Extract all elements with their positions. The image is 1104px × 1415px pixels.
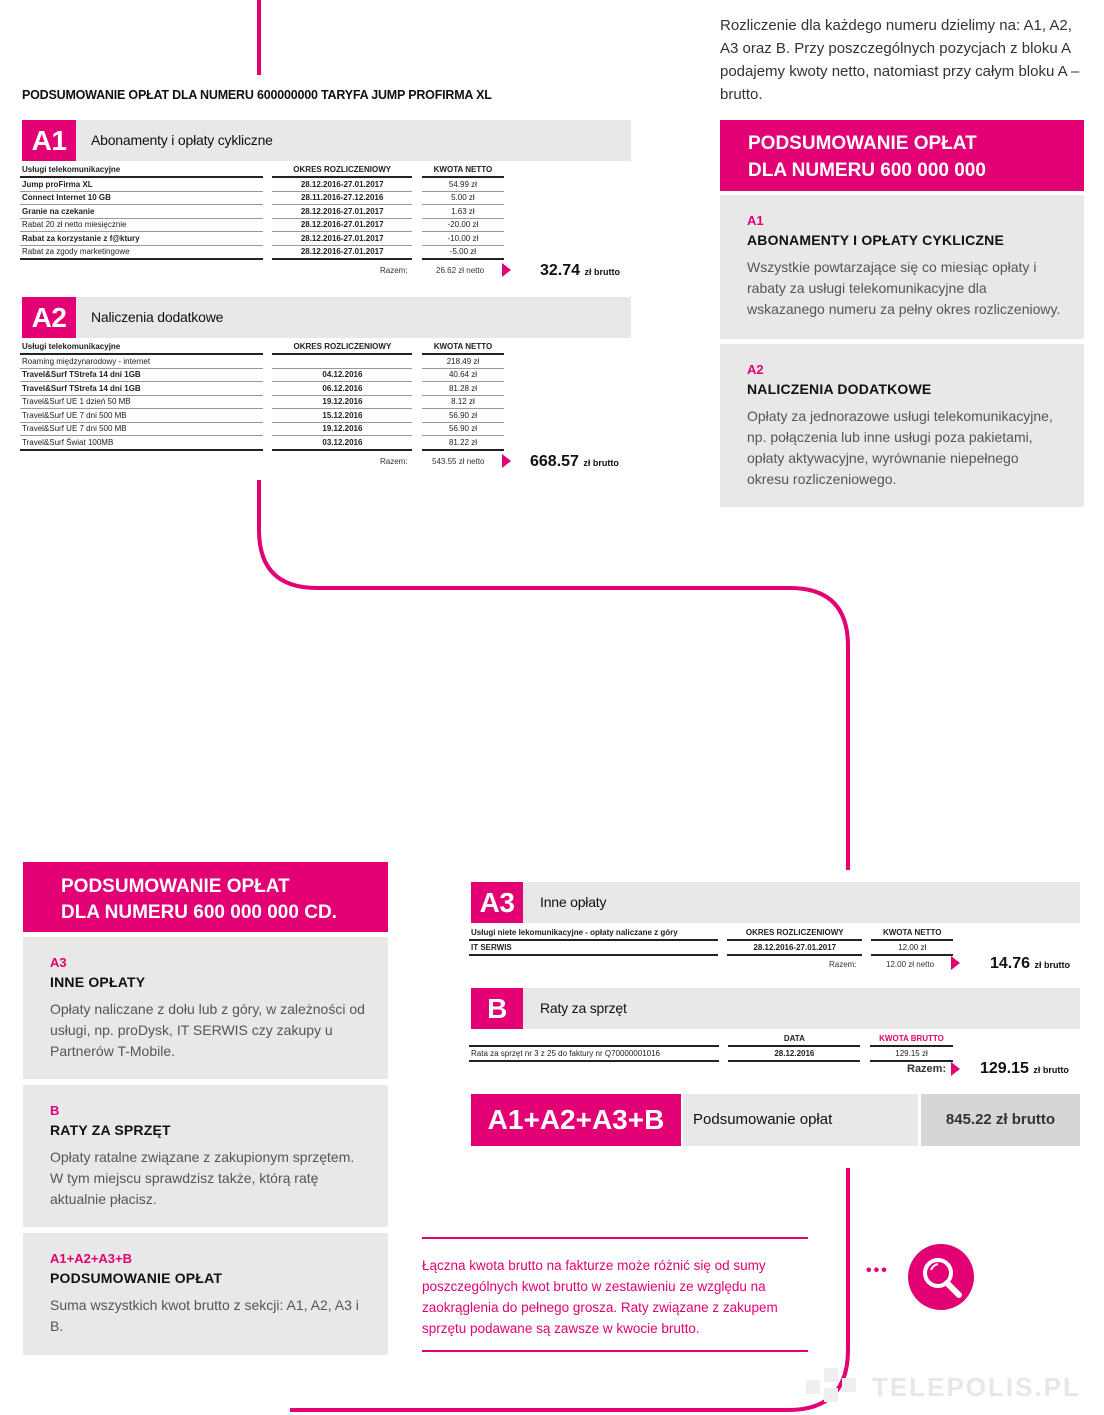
panel-bottom-item-b xyxy=(23,1085,388,1227)
col-period: DATA xyxy=(728,1031,860,1046)
table-row xyxy=(20,245,504,259)
col-service xyxy=(469,1031,719,1046)
panel-item-code: A3 xyxy=(50,955,67,970)
row-amount: 12.00 zł xyxy=(871,940,953,955)
triangle-arrow-icon xyxy=(502,454,511,468)
panel-top-header-line2: DLA NUMERU 600 000 000 xyxy=(748,160,986,181)
col-amount: KWOTA NETTO xyxy=(422,162,504,177)
panel-item-code: A1+A2+A3+B xyxy=(50,1251,133,1266)
panel-item-title: NALICZENIA DODATKOWE xyxy=(747,381,932,397)
section-a3-razem-label: Razem: xyxy=(829,960,857,969)
section-a2-gross xyxy=(530,453,619,471)
row-period: 19.12.2016 xyxy=(272,422,412,436)
table-row xyxy=(20,232,504,246)
row-period: 28.12.2016-27.01.2017 xyxy=(272,205,412,219)
note-top-rule xyxy=(422,1237,808,1239)
panel-bottom-item-a3 xyxy=(23,937,388,1079)
table-row xyxy=(20,422,504,436)
triangle-arrow-icon xyxy=(502,263,511,277)
row-service-name: Travel&Surf TStrefa 14 dni 1GB xyxy=(20,368,263,382)
table-row xyxy=(20,354,504,368)
panel-item-code: A2 xyxy=(747,362,764,377)
panel-top-header xyxy=(720,120,1084,191)
table-row xyxy=(20,177,504,191)
table-row xyxy=(20,395,504,409)
panel-item-desc: Suma wszystkich kwot brutto z sekcji: A1, A2, A3 i B. xyxy=(50,1297,359,1334)
table-row xyxy=(20,205,504,219)
section-a1-badge: A1 xyxy=(22,120,76,161)
row-period: 28.12.2016-27.01.2017 xyxy=(272,245,412,259)
row-service-name: Travel&Surf UE 7 dni 500 MB xyxy=(20,422,263,436)
panel-top-header-line1: PODSUMOWANIE OPŁAT xyxy=(748,133,977,154)
row-amount: 81.28 zł xyxy=(422,382,504,396)
panel-item-desc: Wszystkie powtarzające się co miesiąc opłaty i rabaty za usługi telekomunikacyjne dla wskazanego numeru za pełny okres rozliczeniowy. xyxy=(747,259,1061,317)
row-period: 28.12.2016 xyxy=(728,1046,860,1061)
row-period: 28.12.2016-27.01.2017 xyxy=(727,940,862,955)
panel-item-title: ABONAMENTY I OPŁATY CYKLICZNE xyxy=(747,232,1005,248)
row-service-name: Travel&Surf UE 7 dni 500 MB xyxy=(20,409,263,423)
watermark-logo-icon xyxy=(806,1362,858,1410)
panel-top-item-a2 xyxy=(720,344,1084,507)
panel-top-item-a1 xyxy=(720,195,1084,339)
row-service-name: Rabat za korzystanie z f@ktury xyxy=(20,232,263,246)
row-service-name: Rabat 20 zł netto miesięcznie xyxy=(20,218,263,232)
section-a3-badge: A3 xyxy=(471,882,523,923)
row-amount: 1.63 zł xyxy=(422,205,504,219)
section-a1-header xyxy=(22,120,631,161)
panel-item-code: B xyxy=(50,1103,60,1118)
row-period: 15.12.2016 xyxy=(272,409,412,423)
row-amount: 218.49 zł xyxy=(422,354,504,368)
col-service: Usługi niete lekomunikacyjne - opłaty naliczane z góry xyxy=(469,925,718,940)
col-period: OKRES ROZLICZENIOWY xyxy=(272,339,412,354)
section-b-razem-label: Razem: xyxy=(907,1063,947,1075)
section-a3-header xyxy=(471,882,1080,923)
section-a1-title: Abonamenty i opłaty cykliczne xyxy=(91,132,273,148)
intro-text: Rozliczenie dla każdego numeru dzielimy na: A1, A2, A3 oraz B. Przy poszczególnych pozycjach z bloku A podajemy kwoty netto, natomiast przy całym bloku A – brutto. xyxy=(720,17,1080,103)
row-period: 06.12.2016 xyxy=(272,382,412,396)
row-period: 03.12.2016 xyxy=(272,436,412,450)
table-row xyxy=(469,940,953,955)
row-service-name: Rabat za zgody marketingowe xyxy=(20,245,263,259)
row-service-name: Rata za sprzęt nr 3 z 25 do faktury nr Q70000001016 xyxy=(469,1046,719,1061)
section-b-badge: B xyxy=(471,988,523,1029)
panel-bottom-item-summary xyxy=(23,1233,388,1355)
table-row xyxy=(20,218,504,232)
section-a3-gross-unit: zł brutto xyxy=(1034,960,1070,970)
section-a1-razem-net: 26.62 zł netto xyxy=(436,266,485,275)
row-amount: 129.15 zł xyxy=(870,1046,953,1061)
row-amount: 40.64 zł xyxy=(422,368,504,382)
col-amount: KWOTA NETTO xyxy=(422,339,504,354)
row-service-name: Travel&Surf UE 1 dzień 50 MB xyxy=(20,395,263,409)
section-a2-gross-value: 668.57 xyxy=(530,453,579,470)
row-service-name: Jump proFirma XL xyxy=(20,177,263,191)
dots: ••• xyxy=(866,1262,889,1279)
section-a3-gross xyxy=(990,955,1070,973)
row-amount: 81.22 zł xyxy=(422,436,504,450)
col-period: OKRES ROZLICZENIOWY xyxy=(272,162,412,177)
panel-bottom-header-line2: DLA NUMERU 600 000 000 CD. xyxy=(61,902,337,923)
col-service: Usługi telekomunikacyjne xyxy=(20,162,263,177)
panel-bottom-header-line1: PODSUMOWANIE OPŁAT xyxy=(61,876,290,897)
summary-total: 845.22 zł brutto xyxy=(921,1094,1080,1146)
section-a1-gross xyxy=(540,262,620,280)
table-row xyxy=(20,382,504,396)
section-a3-gross-value: 14.76 xyxy=(990,955,1031,972)
section-b-gross xyxy=(980,1060,1069,1078)
row-period: 28.12.2016-27.01.2017 xyxy=(272,232,412,246)
row-period: 28.11.2016-27.12.2016 xyxy=(272,191,412,205)
row-service-name: Granie na czekanie xyxy=(20,205,263,219)
row-service-name: IT SERWIS xyxy=(469,940,718,955)
panel-item-title: PODSUMOWANIE OPŁAT xyxy=(50,1270,223,1286)
triangle-arrow-icon xyxy=(951,1062,960,1076)
row-amount: -20.00 zł xyxy=(422,218,504,232)
row-period: 19.12.2016 xyxy=(272,395,412,409)
section-a2-header xyxy=(22,297,631,338)
table-row xyxy=(469,1046,953,1061)
section-a1-razem-label: Razem: xyxy=(380,266,408,275)
row-service-name: Roaming międzynarodowy - internet xyxy=(20,354,263,368)
row-amount: 8.12 zł xyxy=(422,395,504,409)
section-a3-table xyxy=(469,925,953,956)
summary-badge: A1+A2+A3+B xyxy=(471,1094,681,1146)
section-a1-gross-unit: zł brutto xyxy=(584,267,620,277)
panel-bottom-header xyxy=(23,862,388,932)
connector-middle xyxy=(259,480,848,870)
panel-item-desc: Opłaty ratalne związane z zakupionym sprzętem. W tym miejscu sprawdzisz także, którą ratę aktualnie płacisz. xyxy=(50,1149,355,1207)
col-period: OKRES ROZLICZENIOWY xyxy=(727,925,862,940)
panel-item-desc: Opłaty naliczane z dołu lub z góry, w zależności od usługi, np. proDysk, IT SERWIS czy zakupy u Partnerów T-Mobile. xyxy=(50,1001,365,1059)
magnifier-icon xyxy=(907,1243,975,1311)
table-row xyxy=(20,368,504,382)
section-b-gross-value: 129.15 xyxy=(980,1060,1029,1077)
row-service-name: Connect Internet 10 GB xyxy=(20,191,263,205)
section-a3-title: Inne opłaty xyxy=(540,894,607,910)
panel-item-title: RATY ZA SPRZĘT xyxy=(50,1122,171,1138)
section-a2-title: Naliczenia dodatkowe xyxy=(91,309,224,325)
triangle-arrow-icon xyxy=(951,956,960,970)
row-period xyxy=(272,354,412,368)
panel-item-desc: Opłaty za jednorazowe usługi telekomunikacyjne, np. połączenia lub inne usługi poza pakietami, opłaty aktywacyjne, wyrównanie niepełnego okresu rozliczeniowego. xyxy=(747,408,1053,487)
bill-title: PODSUMOWANIE OPŁAT DLA NUMERU 600000000 TARYFA JUMP PROFIRMA XL xyxy=(22,88,492,102)
section-a2-badge: A2 xyxy=(22,297,76,338)
section-a2-razem-label: Razem: xyxy=(380,457,408,466)
section-a3-razem-net: 12.00 zł netto xyxy=(886,960,935,969)
watermark: TELEPOLIS.PL xyxy=(872,1372,1081,1402)
note-text: Łączna kwota brutto na fakturze może różnić się od sumy poszczególnych kwot brutto w zestawieniu ze względu na zaokrąglenia do pełnego grosza. Raty związane z zakupem sprzętu podawane są zawsze w kwocie brutto. xyxy=(422,1258,778,1336)
col-service: Usługi telekomunikacyjne xyxy=(20,339,263,354)
row-amount: 56.90 zł xyxy=(422,409,504,423)
row-amount: -10.00 zł xyxy=(422,232,504,246)
row-amount: 5.00 zł xyxy=(422,191,504,205)
row-service-name: Travel&Surf Świat 100MB xyxy=(20,436,263,450)
section-b-title: Raty za sprzęt xyxy=(540,1000,627,1016)
summary-label: Podsumowanie opłat xyxy=(683,1094,918,1146)
row-amount: 56.90 zł xyxy=(422,422,504,436)
row-period: 28.12.2016-27.01.2017 xyxy=(272,218,412,232)
section-a1-gross-value: 32.74 xyxy=(540,262,581,279)
section-b-header xyxy=(471,988,1080,1029)
table-row xyxy=(20,436,504,450)
row-amount: 54.99 zł xyxy=(422,177,504,191)
table-row xyxy=(20,191,504,205)
section-a2-razem-net: 543.55 zł netto xyxy=(432,457,485,466)
section-b-gross-unit: zł brutto xyxy=(1033,1065,1069,1075)
panel-item-title: INNE OPŁATY xyxy=(50,974,146,990)
col-amount: KWOTA BRUTTO xyxy=(870,1031,953,1046)
panel-item-code: A1 xyxy=(747,213,764,228)
row-amount: -5.00 zł xyxy=(422,245,504,259)
section-a2-table xyxy=(20,339,504,451)
section-a2-gross-unit: zł brutto xyxy=(583,458,619,468)
row-service-name: Travel&Surf TStrefa 14 dni 1GB xyxy=(20,382,263,396)
section-a1-table xyxy=(20,162,504,260)
table-row xyxy=(20,409,504,423)
note-bottom-rule xyxy=(422,1350,808,1352)
row-period: 04.12.2016 xyxy=(272,368,412,382)
row-period: 28.12.2016-27.01.2017 xyxy=(272,177,412,191)
section-b-table xyxy=(469,1031,953,1062)
col-amount: KWOTA NETTO xyxy=(871,925,953,940)
